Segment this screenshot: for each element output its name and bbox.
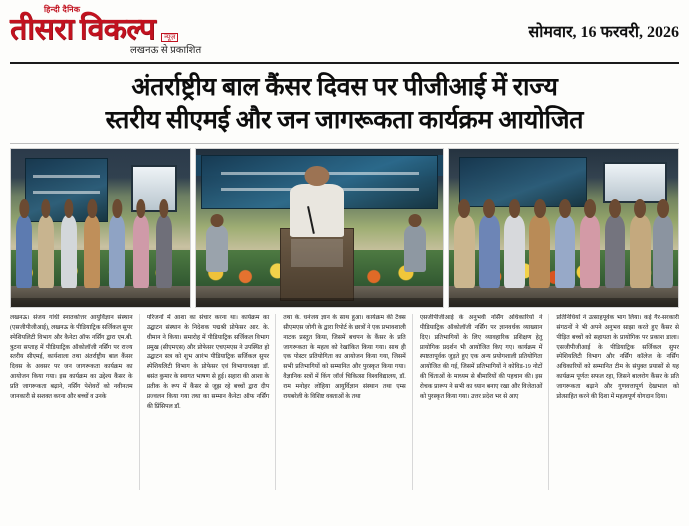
- article-column-4: [420, 314, 550, 490]
- photo-group-left: [10, 148, 191, 308]
- article-column-2: [147, 314, 277, 490]
- masthead: [10, 6, 679, 64]
- divider-under-headline: [10, 143, 679, 144]
- article-paragraph: तथा के. धनंजय ज्ञान के साथ हुआ। कार्यक्रम की टैक्स सीएमएस जोगी के द्वारा रिपोर्ट के छात्रों ने एक प्रभावशाली नाटक प्रस्तुत किया, जिसमें बचपन के कैंसर के प्रति जागरूकता के महत्व को रेखांकित किया गया। साथ ही एक पोस्टर प्रतियोगिता का आयोजन किया गया, जिसमें सभी प्रतिभागियों को सम्मानित और पुरस्कृत किया गया। वैज्ञानिक सत्रों में किंग जॉर्ज चिकित्सा विश्वविद्यालय, डॉ. राम मनोहर लोहिया आयुर्विज्ञान संस्थान तथा एम्स रायबरेली के विशिष्ट वक्ताओं के तथा: [283, 315, 406, 400]
- photo-audience-right: [448, 148, 679, 308]
- article-paragraph: लखनऊ। संजय गांधी स्नातकोत्तर आयुर्विज्ञान संस्थान (एसजीपीजीआई), लखनऊ के पीडियाट्रिक सर्जिकल सुपर स्पेशियलिटी विभाग और कैनेटा ऑफ नर्सिंग द्वारा एम.बी. त्रुटना सप्ताह में पीडियाट्रिक ऑकोलॉजी नर्सिंग पर राज्य स्तरीय सीएमई, कार्यशाला तथा अंतर्राष्ट्रीय बाल कैंसर दिवस के अवसर पर जन जागरूकता कार्यक्रम का आयोजन किया गया। इस कार्यक्रम का उद्देश्य कैंसर के प्रति जागरूकता बढ़ाने, नर्सिंग पेशेवरों को नवीनतम जानकारी से सशक्त करना और बच्चों व उनके: [10, 315, 133, 400]
- article-paragraph: एसजीपीजीआई के अनुभवी नर्सिंग अधिकारियों ने पीडियाट्रिक ऑकोलॉजी नर्सिंग पर ज्ञानवर्धक व्याख्यान दिए। प्रतिभागियों के लिए व्यावहारिक प्रशिक्षण हेतु प्रायोगिक प्रदर्शन भी आयोजित किए गए। कार्यक्रम में स्पष्टतापूर्वक जुड़ते हुए एक अन्य प्रयोगशाली प्रतियोगिता आयोजित की गई, जिसमें प्रतिभागियों ने कोविड-19 नोटों की चिंताओं के माध्यम से बीमारियों की पहचान की। इस रोचक प्रारूप ने सभी का ध्यान बनाए रखा और विजेताओं को पुरस्कृत किया गया। उत्तर प्रदेश भर से आए: [419, 315, 543, 400]
- masthead-title: [10, 15, 178, 45]
- article-column-5: [556, 314, 679, 490]
- masthead-title-badge: न्यूज़: [161, 33, 178, 42]
- article-paragraph: परिजनों में आशा का संचार करना था। कार्यक्रम का उद्घाटन संस्थान के निदेशक पद्मश्री प्रोफेसर आर. के. धीमान ने किया। समारोह में पीडियाट्रिक सर्जिकल विभाग प्रमुख (सीएमएस) और प्रोफेसर एचएमएस ने उपस्थित हो उद्घाटन सत्र को शुभ आरंभ पीडियाट्रिक सर्जिकल सुपर स्पेशियलिटी विभाग के प्रोफेसर एवं विभागाध्यक्षा डॉ. बसंत कुमार के स्वागत भाषण से हुई। सहारा की आशा के प्रतीक के रूप में कैंसर से जूझ रहे बच्चों द्वारा दीप प्रज्वलन किया गया तथा का सम्मान कैनेटा ऑफ नर्सिंग की प्रिंसिपल डॉ.: [146, 315, 270, 410]
- masthead-kicker: हिन्दी दैनिक: [44, 5, 81, 14]
- masthead-title-word-2: विकल्प: [79, 13, 156, 46]
- headline-line-2: स्तरीय सीएमई और जन जागरूकता कार्यक्रम आयोजित: [105, 106, 584, 134]
- newspaper-logo: [10, 6, 201, 56]
- article-column-3: [283, 314, 413, 490]
- article-column-1: [10, 314, 140, 490]
- masthead-right: [528, 6, 679, 42]
- headline-line-1: अंतर्राष्ट्रीय बाल कैंसर दिवस पर पीजीआई में राज्य: [131, 74, 558, 101]
- page-title: [14, 72, 675, 137]
- photo-row: [10, 148, 679, 308]
- masthead-tagline: लखनऊ से प्रकाशित: [130, 45, 202, 56]
- masthead-title-word-1: तीसरा: [10, 13, 74, 46]
- photo-speaker-podium: [195, 148, 445, 308]
- issue-date: सोमवार, 16 फरवरी, 2026: [528, 24, 679, 41]
- article-paragraph: प्रतिनिधियों ने उत्साहपूर्वक भाग लिया। कई गैर-सरकारी संगठनों ने भी अपने अनुभव साझा करते हुए कैंसर से पीड़ित बच्चों को सहायता के प्रायोगिक पर प्रकाश डाला। एसजीपीजीआई के पीडियाट्रिक सर्जिकल सुपर स्पेशियलिटी विभाग और नर्सिंग कॉलेज के नर्सिंग अधिकारियों को सम्मानित टीम के संयुक्त प्रयासों से यह कार्यक्रम पूर्णतः सफल रहा, जिसने बालरोग कैंसर के प्रति जागरूकता बढ़ाने और गुणवत्तापूर्ण देखभाल को प्रोत्साहित करने की दिशा में महत्वपूर्ण योगदान दिया।: [556, 315, 679, 400]
- article-body: [10, 314, 679, 490]
